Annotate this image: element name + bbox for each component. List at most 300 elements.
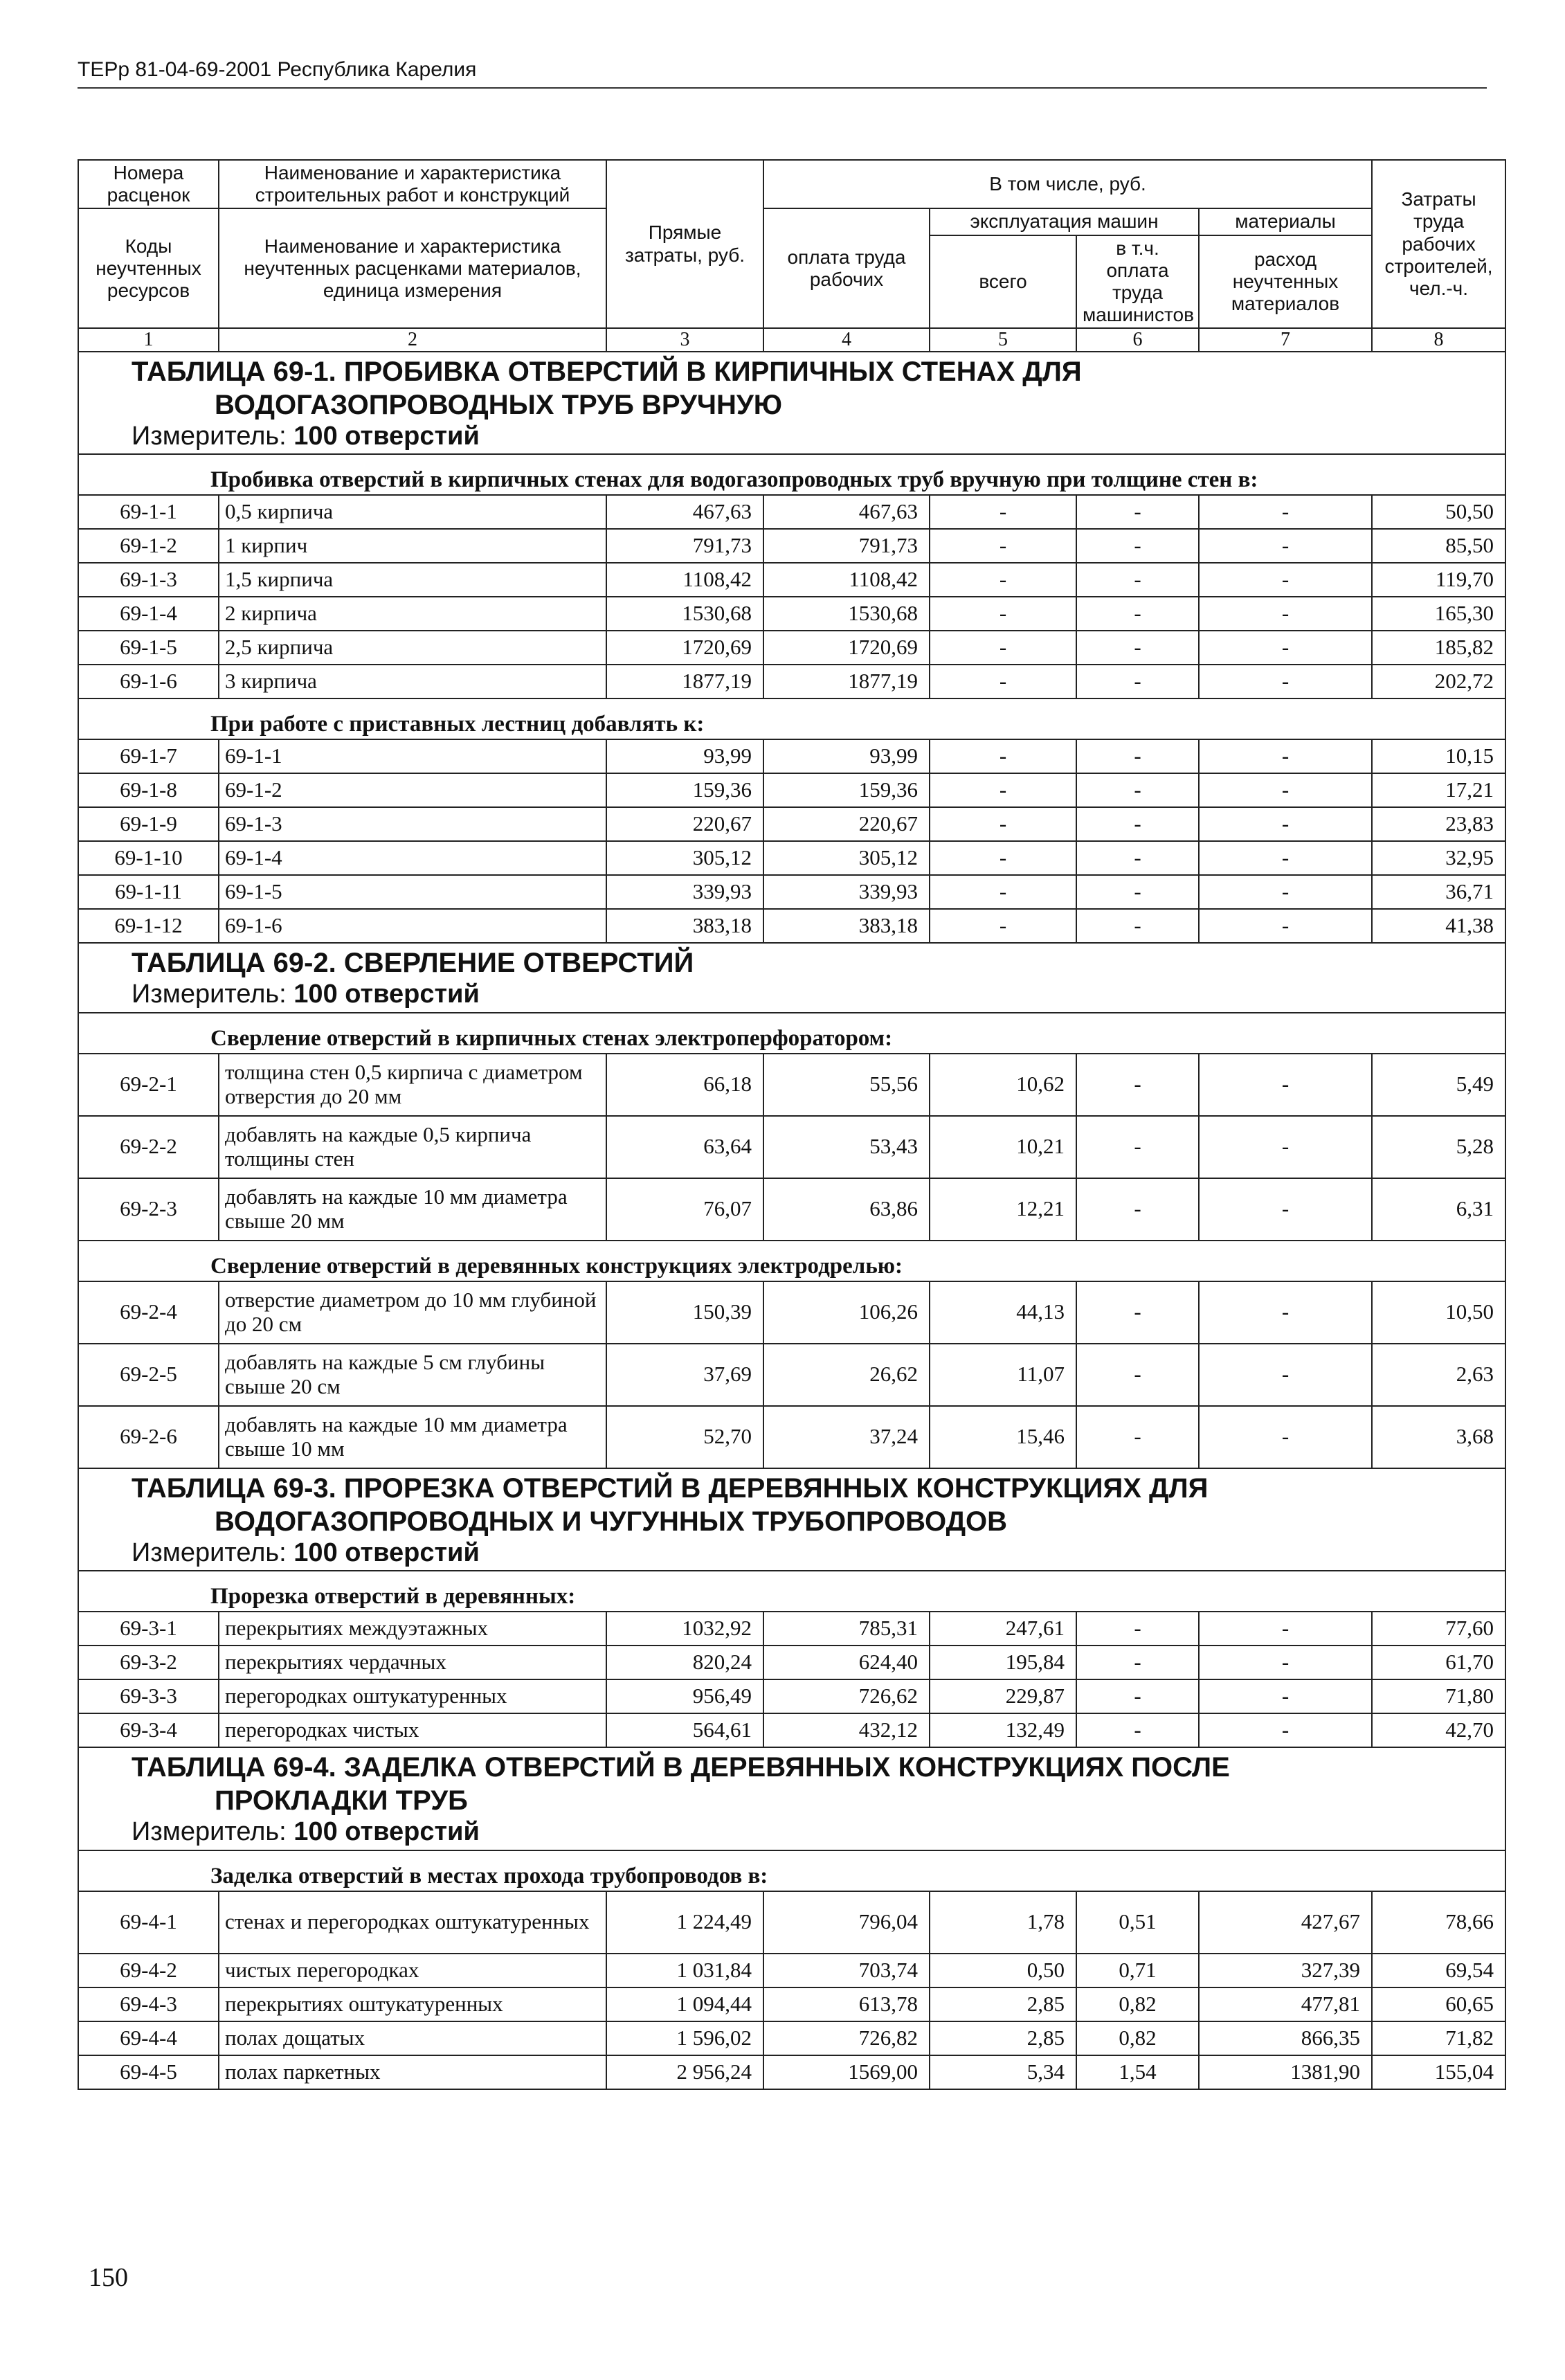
direct-cost: 1 224,49 [606, 1891, 763, 1954]
materials-cost: - [1199, 597, 1372, 631]
header-row-1 [78, 160, 1505, 208]
direct-cost: 63,64 [606, 1116, 763, 1178]
direct-cost: 150,39 [606, 1281, 763, 1344]
machinist-labor-cost: - [1076, 1116, 1199, 1178]
machine-cost: - [930, 875, 1076, 909]
table-row [78, 495, 1505, 529]
labor-cost: 1530,68 [763, 597, 930, 631]
col-header-vsego: всего [930, 235, 1076, 329]
machinist-labor-cost: - [1076, 875, 1199, 909]
rate-code: 69-2-4 [78, 1281, 219, 1344]
direct-cost: 76,07 [606, 1178, 763, 1241]
group-heading: Сверление отверстий в деревянных конструкциях электродрелью: [78, 1241, 1505, 1281]
labor-cost: 220,67 [763, 807, 930, 841]
col-header-materialy: материалы [1199, 208, 1372, 235]
machinist-labor-cost: - [1076, 1178, 1199, 1241]
work-name: перегородках оштукатуренных [219, 1679, 606, 1713]
table-row [78, 1281, 1505, 1344]
rate-code: 69-3-1 [78, 1612, 219, 1646]
direct-cost: 1108,42 [606, 563, 763, 597]
materials-cost: - [1199, 1406, 1372, 1468]
materials-cost: - [1199, 1178, 1372, 1241]
rate-code: 69-2-1 [78, 1054, 219, 1116]
meter-label: Измеритель: [132, 421, 287, 451]
machinist-labor-cost: - [1076, 739, 1199, 773]
labor-cost: 785,31 [763, 1612, 930, 1646]
direct-cost: 1 596,02 [606, 2021, 763, 2055]
col-header-naim2: Наименование и характеристика неучтенных расценками материалов, единица измерения [219, 208, 606, 328]
materials-cost: - [1199, 631, 1372, 665]
materials-cost: - [1199, 1116, 1372, 1178]
labor-hours: 5,28 [1372, 1116, 1505, 1178]
col-header-eksp: эксплуатация машин [930, 208, 1199, 235]
col-header-rashod: расход неучтенных материалов [1199, 235, 1372, 329]
machinist-labor-cost: - [1076, 807, 1199, 841]
direct-cost: 1877,19 [606, 665, 763, 698]
direct-cost: 339,93 [606, 875, 763, 909]
col-num: 1 [78, 328, 219, 351]
materials-cost: - [1199, 1679, 1372, 1713]
work-name: 69-1-4 [219, 841, 606, 875]
labor-cost: 796,04 [763, 1891, 930, 1954]
work-name: добавлять на каждые 5 см глубины свыше 20 см [219, 1344, 606, 1406]
labor-cost: 432,12 [763, 1713, 930, 1747]
materials-cost: - [1199, 875, 1372, 909]
direct-cost: 820,24 [606, 1646, 763, 1679]
table-meter [132, 1538, 1499, 1568]
machine-cost: - [930, 563, 1076, 597]
table-row [78, 1054, 1505, 1116]
table-row [78, 529, 1505, 563]
table-row [78, 597, 1505, 631]
machine-cost: 229,87 [930, 1679, 1076, 1713]
work-name: 69-1-5 [219, 875, 606, 909]
machine-cost: - [930, 807, 1076, 841]
table-title-row [78, 1468, 1505, 1571]
table-row [78, 1646, 1505, 1679]
table-title-continued: ПРОКЛАДКИ ТРУБ [215, 1785, 468, 1816]
rate-code: 69-1-1 [78, 495, 219, 529]
direct-cost: 220,67 [606, 807, 763, 841]
machine-cost: 132,49 [930, 1713, 1076, 1747]
meter-label: Измеритель: [132, 1538, 287, 1567]
work-name: полах паркетных [219, 2055, 606, 2089]
labor-cost: 26,62 [763, 1344, 930, 1406]
direct-cost: 66,18 [606, 1054, 763, 1116]
meter-value: 100 отверстий [293, 980, 480, 1009]
labor-cost: 305,12 [763, 841, 930, 875]
direct-cost: 93,99 [606, 739, 763, 773]
labor-cost: 383,18 [763, 909, 930, 943]
group-heading: Заделка отверстий в местах прохода трубопроводов в: [78, 1850, 1505, 1891]
rate-code: 69-1-3 [78, 563, 219, 597]
machinist-labor-cost: - [1076, 597, 1199, 631]
group-heading-row [78, 1850, 1505, 1891]
work-name: 3 кирпича [219, 665, 606, 698]
direct-cost: 1 031,84 [606, 1954, 763, 1987]
labor-cost: 726,82 [763, 2021, 930, 2055]
rates-table [78, 159, 1506, 2090]
rate-code: 69-1-10 [78, 841, 219, 875]
direct-cost: 1032,92 [606, 1612, 763, 1646]
meter-value: 100 отверстий [293, 421, 480, 451]
rate-code: 69-3-4 [78, 1713, 219, 1747]
table-row [78, 2021, 1505, 2055]
direct-cost: 791,73 [606, 529, 763, 563]
table-row [78, 909, 1505, 943]
labor-hours: 2,63 [1372, 1344, 1505, 1406]
col-header-zatraty: Затраты труда рабочих строителей, чел.-ч. [1372, 160, 1505, 328]
labor-hours: 185,82 [1372, 631, 1505, 665]
direct-cost: 52,70 [606, 1406, 763, 1468]
table-title-cell [78, 352, 1505, 455]
meter-label: Измеритель: [132, 1817, 287, 1847]
rate-code: 69-4-5 [78, 2055, 219, 2089]
rate-code: 69-1-12 [78, 909, 219, 943]
document-header: ТЕРр 81-04-69-2001 Республика Карелия [78, 58, 477, 81]
machinist-labor-cost: - [1076, 1344, 1199, 1406]
materials-cost: 327,39 [1199, 1954, 1372, 1987]
group-heading-row [78, 1013, 1505, 1054]
machine-cost: 5,34 [930, 2055, 1076, 2089]
labor-cost: 467,63 [763, 495, 930, 529]
machinist-labor-cost: 0,82 [1076, 2021, 1199, 2055]
meter-label: Измеритель: [132, 980, 287, 1009]
materials-cost: - [1199, 1054, 1372, 1116]
rate-code: 69-1-7 [78, 739, 219, 773]
work-name: 69-1-1 [219, 739, 606, 773]
group-heading: Пробивка отверстий в кирпичных стенах для водогазопроводных труб вручную при толщине стен в: [78, 454, 1505, 495]
header-row-2 [78, 208, 1505, 235]
col-header-kody: Коды неучтенных ресурсов [78, 208, 219, 328]
labor-hours: 41,38 [1372, 909, 1505, 943]
machinist-labor-cost: - [1076, 563, 1199, 597]
table-meter [132, 1817, 1499, 1847]
materials-cost: 477,81 [1199, 1987, 1372, 2021]
labor-hours: 5,49 [1372, 1054, 1505, 1116]
labor-hours: 36,71 [1372, 875, 1505, 909]
rate-code: 69-2-5 [78, 1344, 219, 1406]
work-name: 1 кирпич [219, 529, 606, 563]
direct-cost: 305,12 [606, 841, 763, 875]
work-name: перекрытиях чердачных [219, 1646, 606, 1679]
labor-hours: 17,21 [1372, 773, 1505, 807]
machinist-labor-cost: - [1076, 1281, 1199, 1344]
direct-cost: 2 956,24 [606, 2055, 763, 2089]
table-title-continued: ВОДОГАЗОПРОВОДНЫХ ТРУБ ВРУЧНУЮ [215, 389, 782, 420]
group-heading-row [78, 1241, 1505, 1281]
table-row [78, 665, 1505, 698]
machine-cost: 2,85 [930, 2021, 1076, 2055]
labor-hours: 119,70 [1372, 563, 1505, 597]
col-header-pryamye: Прямые затраты, руб. [606, 160, 763, 328]
table-row [78, 773, 1505, 807]
labor-hours: 10,50 [1372, 1281, 1505, 1344]
labor-hours: 71,82 [1372, 2021, 1505, 2055]
table-row [78, 1178, 1505, 1241]
machine-cost: - [930, 841, 1076, 875]
table-row [78, 1116, 1505, 1178]
rate-code: 69-4-1 [78, 1891, 219, 1954]
machine-cost: 10,21 [930, 1116, 1076, 1178]
rate-code: 69-1-9 [78, 807, 219, 841]
labor-cost: 1720,69 [763, 631, 930, 665]
work-name: толщина стен 0,5 кирпича с диаметром отверстия до 20 мм [219, 1054, 606, 1116]
group-heading: При работе с приставных лестниц добавлять к: [78, 698, 1505, 739]
col-num: 3 [606, 328, 763, 351]
work-name: чистых перегородках [219, 1954, 606, 1987]
labor-hours: 71,80 [1372, 1679, 1505, 1713]
materials-cost: - [1199, 807, 1372, 841]
table-row [78, 1344, 1505, 1406]
materials-cost: - [1199, 773, 1372, 807]
table-row [78, 1891, 1505, 1954]
machinist-labor-cost: - [1076, 495, 1199, 529]
labor-cost: 624,40 [763, 1646, 930, 1679]
col-header-vtch: в т.ч. оплата труда машинистов [1076, 235, 1199, 329]
machinist-labor-cost: - [1076, 1679, 1199, 1713]
labor-cost: 93,99 [763, 739, 930, 773]
labor-hours: 78,66 [1372, 1891, 1505, 1954]
table-row [78, 1713, 1505, 1747]
table-title-row [78, 1747, 1505, 1850]
table-meter [132, 980, 1499, 1009]
direct-cost: 564,61 [606, 1713, 763, 1747]
machine-cost: - [930, 529, 1076, 563]
machinist-labor-cost: - [1076, 1054, 1199, 1116]
machinist-labor-cost: 1,54 [1076, 2055, 1199, 2089]
group-heading-row [78, 454, 1505, 495]
work-name: перекрытиях оштукатуренных [219, 1987, 606, 2021]
direct-cost: 1720,69 [606, 631, 763, 665]
rate-code: 69-2-2 [78, 1116, 219, 1178]
work-name: 69-1-3 [219, 807, 606, 841]
group-heading-row [78, 1571, 1505, 1612]
table-row [78, 807, 1505, 841]
machinist-labor-cost: - [1076, 631, 1199, 665]
machine-cost: 195,84 [930, 1646, 1076, 1679]
direct-cost: 956,49 [606, 1679, 763, 1713]
rate-code: 69-3-2 [78, 1646, 219, 1679]
machinist-labor-cost: 0,51 [1076, 1891, 1199, 1954]
machine-cost: 15,46 [930, 1406, 1076, 1468]
materials-cost: 427,67 [1199, 1891, 1372, 1954]
labor-hours: 42,70 [1372, 1713, 1505, 1747]
labor-cost: 791,73 [763, 529, 930, 563]
materials-cost: 1381,90 [1199, 2055, 1372, 2089]
direct-cost: 37,69 [606, 1344, 763, 1406]
rate-code: 69-1-6 [78, 665, 219, 698]
table-row [78, 841, 1505, 875]
machine-cost: - [930, 495, 1076, 529]
labor-hours: 69,54 [1372, 1954, 1505, 1987]
col-num: 4 [763, 328, 930, 351]
work-name: 0,5 кирпича [219, 495, 606, 529]
materials-cost: - [1199, 1344, 1372, 1406]
direct-cost: 467,63 [606, 495, 763, 529]
work-name: отверстие диаметром до 10 мм глубиной до 20 см [219, 1281, 606, 1344]
labor-hours: 85,50 [1372, 529, 1505, 563]
labor-hours: 10,15 [1372, 739, 1505, 773]
work-name: добавлять на каждые 10 мм диаметра свыше 10 мм [219, 1406, 606, 1468]
labor-hours: 50,50 [1372, 495, 1505, 529]
materials-cost: - [1199, 1713, 1372, 1747]
rate-code: 69-4-4 [78, 2021, 219, 2055]
machine-cost: 12,21 [930, 1178, 1076, 1241]
labor-hours: 23,83 [1372, 807, 1505, 841]
machine-cost: 2,85 [930, 1987, 1076, 2021]
machinist-labor-cost: 0,71 [1076, 1954, 1199, 1987]
col-header-nomera: Номера расценок [78, 160, 219, 208]
work-name: 69-1-2 [219, 773, 606, 807]
col-num: 6 [1076, 328, 1199, 351]
header-rule [78, 87, 1487, 89]
rate-code: 69-1-4 [78, 597, 219, 631]
machinist-labor-cost: - [1076, 773, 1199, 807]
work-name: полах дощатых [219, 2021, 606, 2055]
work-name: 69-1-6 [219, 909, 606, 943]
table-row [78, 1954, 1505, 1987]
machine-cost: 247,61 [930, 1612, 1076, 1646]
work-name: перегородках чистых [219, 1713, 606, 1747]
machinist-labor-cost: - [1076, 909, 1199, 943]
page-number: 150 [89, 2263, 128, 2292]
col-header-naim: Наименование и характеристика строительных работ и конструкций [219, 160, 606, 208]
machine-cost: 44,13 [930, 1281, 1076, 1344]
machinist-labor-cost: - [1076, 1612, 1199, 1646]
machine-cost: - [930, 739, 1076, 773]
rate-code: 69-3-3 [78, 1679, 219, 1713]
materials-cost: - [1199, 495, 1372, 529]
machinist-labor-cost: - [1076, 841, 1199, 875]
col-num: 7 [1199, 328, 1372, 351]
labor-cost: 1108,42 [763, 563, 930, 597]
labor-cost: 613,78 [763, 1987, 930, 2021]
labor-cost: 63,86 [763, 1178, 930, 1241]
table-row [78, 1406, 1505, 1468]
work-name: добавлять на каждые 0,5 кирпича толщины стен [219, 1116, 606, 1178]
group-heading-row [78, 698, 1505, 739]
meter-value: 100 отверстий [293, 1538, 480, 1567]
direct-cost: 159,36 [606, 773, 763, 807]
rate-code: 69-1-8 [78, 773, 219, 807]
rate-code: 69-1-5 [78, 631, 219, 665]
labor-cost: 1569,00 [763, 2055, 930, 2089]
labor-cost: 106,26 [763, 1281, 930, 1344]
col-header-vtom: В том числе, руб. [763, 160, 1372, 208]
table-title-cell [78, 943, 1505, 1013]
labor-cost: 37,24 [763, 1406, 930, 1468]
labor-hours: 77,60 [1372, 1612, 1505, 1646]
table-title: ТАБЛИЦА 69-1. ПРОБИВКА ОТВЕРСТИЙ В КИРПИЧНЫХ СТЕНАХ ДЛЯ [132, 356, 1082, 387]
labor-hours: 60,65 [1372, 1987, 1505, 2021]
machine-cost: - [930, 773, 1076, 807]
materials-cost: - [1199, 1646, 1372, 1679]
materials-cost: - [1199, 909, 1372, 943]
machinist-labor-cost: - [1076, 1713, 1199, 1747]
materials-cost: 866,35 [1199, 2021, 1372, 2055]
machine-cost: 10,62 [930, 1054, 1076, 1116]
col-num: 5 [930, 328, 1076, 351]
machinist-labor-cost: 0,82 [1076, 1987, 1199, 2021]
table-row [78, 2055, 1505, 2089]
table-row [78, 563, 1505, 597]
table-title: ТАБЛИЦА 69-2. СВЕРЛЕНИЕ ОТВЕРСТИЙ [132, 948, 694, 979]
direct-cost: 383,18 [606, 909, 763, 943]
machinist-labor-cost: - [1076, 1406, 1199, 1468]
rate-code: 69-4-2 [78, 1954, 219, 1987]
col-header-oplata: оплата труда рабочих [763, 208, 930, 328]
machine-cost: - [930, 597, 1076, 631]
labor-cost: 726,62 [763, 1679, 930, 1713]
rate-code: 69-1-2 [78, 529, 219, 563]
table-title-cell [78, 1468, 1505, 1571]
work-name: перекрытиях междуэтажных [219, 1612, 606, 1646]
col-num: 2 [219, 328, 606, 351]
table-row [78, 1987, 1505, 2021]
table-row [78, 1679, 1505, 1713]
labor-cost: 703,74 [763, 1954, 930, 1987]
machine-cost: - [930, 665, 1076, 698]
rate-code: 69-1-11 [78, 875, 219, 909]
meter-value: 100 отверстий [293, 1817, 480, 1847]
labor-cost: 55,56 [763, 1054, 930, 1116]
table-body [78, 160, 1505, 2089]
table-title: ТАБЛИЦА 69-4. ЗАДЕЛКА ОТВЕРСТИЙ В ДЕРЕВЯННЫХ КОНСТРУКЦИЯХ ПОСЛЕ [132, 1752, 1230, 1783]
machinist-labor-cost: - [1076, 529, 1199, 563]
machinist-labor-cost: - [1076, 665, 1199, 698]
rate-code: 69-4-3 [78, 1987, 219, 2021]
col-num: 8 [1372, 328, 1505, 351]
table-title-cell [78, 1747, 1505, 1850]
table-title-row [78, 352, 1505, 455]
machine-cost: - [930, 909, 1076, 943]
direct-cost: 1 094,44 [606, 1987, 763, 2021]
labor-cost: 53,43 [763, 1116, 930, 1178]
materials-cost: - [1199, 1612, 1372, 1646]
materials-cost: - [1199, 1281, 1372, 1344]
table-title-continued: ВОДОГАЗОПРОВОДНЫХ И ЧУГУННЫХ ТРУБОПРОВОДОВ [215, 1506, 1008, 1537]
labor-cost: 159,36 [763, 773, 930, 807]
machine-cost: - [930, 631, 1076, 665]
group-heading: Сверление отверстий в кирпичных стенах электроперфоратором: [78, 1013, 1505, 1054]
rate-code: 69-2-6 [78, 1406, 219, 1468]
materials-cost: - [1199, 665, 1372, 698]
machinist-labor-cost: - [1076, 1646, 1199, 1679]
labor-hours: 6,31 [1372, 1178, 1505, 1241]
column-number-row [78, 328, 1505, 351]
materials-cost: - [1199, 841, 1372, 875]
labor-hours: 3,68 [1372, 1406, 1505, 1468]
table-row [78, 739, 1505, 773]
work-name: 1,5 кирпича [219, 563, 606, 597]
labor-cost: 339,93 [763, 875, 930, 909]
labor-hours: 202,72 [1372, 665, 1505, 698]
table-row [78, 631, 1505, 665]
machine-cost: 11,07 [930, 1344, 1076, 1406]
table-row [78, 875, 1505, 909]
group-heading: Прорезка отверстий в деревянных: [78, 1571, 1505, 1612]
work-name: 2,5 кирпича [219, 631, 606, 665]
work-name: добавлять на каждые 10 мм диаметра свыше 20 мм [219, 1178, 606, 1241]
machine-cost: 1,78 [930, 1891, 1076, 1954]
table-title-row [78, 943, 1505, 1013]
table-meter [132, 422, 1499, 451]
labor-hours: 32,95 [1372, 841, 1505, 875]
labor-hours: 155,04 [1372, 2055, 1505, 2089]
labor-cost: 1877,19 [763, 665, 930, 698]
machine-cost: 0,50 [930, 1954, 1076, 1987]
